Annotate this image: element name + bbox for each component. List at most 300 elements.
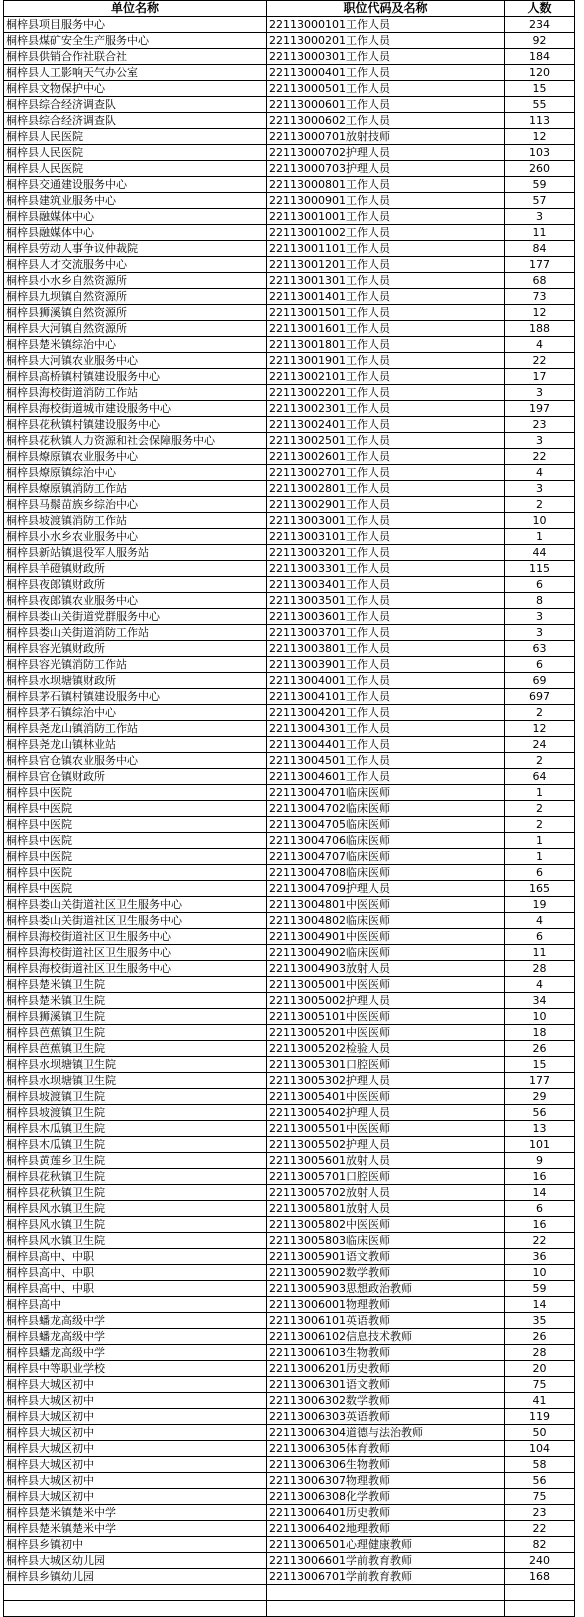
position-code-cell: 22113004701临床医师 — [267, 785, 505, 801]
headcount-cell: 3 — [505, 625, 575, 641]
position-code-cell: 22113006701学前教育教师 — [267, 1569, 505, 1585]
position-code-cell: 22113004709护理人员 — [267, 881, 505, 897]
unit-name-cell: 桐梓县楚米镇楚米中学 — [4, 1505, 267, 1521]
empty-cell — [505, 1601, 575, 1617]
headcount-cell: 23 — [505, 1505, 575, 1521]
unit-name-cell: 桐梓县夜郎镇财政所 — [4, 577, 267, 593]
headcount-cell: 168 — [505, 1569, 575, 1585]
unit-name-cell: 桐梓县风水镇卫生院 — [4, 1217, 267, 1233]
headcount-cell: 103 — [505, 145, 575, 161]
table-row — [4, 881, 575, 897]
position-code-cell: 22113000601工作人员 — [267, 97, 505, 113]
headcount-cell: 64 — [505, 769, 575, 785]
table-row — [4, 129, 575, 145]
unit-name-cell: 桐梓县小水乡自然资源所 — [4, 273, 267, 289]
headcount-cell: 260 — [505, 161, 575, 177]
table-row — [4, 65, 575, 81]
table-row — [4, 1505, 575, 1521]
headcount-cell: 2 — [505, 817, 575, 833]
table-row — [4, 753, 575, 769]
unit-name-cell: 桐梓县花秋镇卫生院 — [4, 1185, 267, 1201]
table-row — [4, 865, 575, 881]
position-code-cell: 22113005701口腔医师 — [267, 1169, 505, 1185]
table-row — [4, 705, 575, 721]
unit-name-cell: 桐梓县高中、中职 — [4, 1265, 267, 1281]
table-row — [4, 337, 575, 353]
position-code-cell: 22113004101工作人员 — [267, 689, 505, 705]
headcount-cell: 26 — [505, 1329, 575, 1345]
headcount-cell: 3 — [505, 609, 575, 625]
headcount-cell: 2 — [505, 705, 575, 721]
position-code-cell: 22113001901工作人员 — [267, 353, 505, 369]
unit-name-cell: 桐梓县芭蕉镇卫生院 — [4, 1025, 267, 1041]
position-code-cell: 22113002901工作人员 — [267, 497, 505, 513]
unit-name-cell: 桐梓县马鬃苗族乡综治中心 — [4, 497, 267, 513]
unit-name-cell: 桐梓县楚米镇卫生院 — [4, 993, 267, 1009]
headcount-cell: 19 — [505, 897, 575, 913]
unit-name-cell: 桐梓县娄山关街道党群服务中心 — [4, 609, 267, 625]
headcount-cell: 34 — [505, 993, 575, 1009]
table-row — [4, 449, 575, 465]
unit-name-cell: 桐梓县风水镇卫生院 — [4, 1201, 267, 1217]
unit-name-cell: 桐梓县羊磴镇财政所 — [4, 561, 267, 577]
unit-name-cell: 桐梓县茅石镇村镇建设服务中心 — [4, 689, 267, 705]
table-row — [4, 1521, 575, 1537]
headcount-cell: 10 — [505, 513, 575, 529]
unit-name-cell: 桐梓县狮溪镇自然资源所 — [4, 305, 267, 321]
position-code-cell: 22113005901语文教师 — [267, 1249, 505, 1265]
table-row — [4, 1425, 575, 1441]
table-row — [4, 417, 575, 433]
position-code-cell: 22113006401历史教师 — [267, 1505, 505, 1521]
unit-name-cell: 桐梓县木瓜镇卫生院 — [4, 1121, 267, 1137]
table-row — [4, 1361, 575, 1377]
unit-name-cell: 桐梓县中医院 — [4, 785, 267, 801]
position-code-cell: 22113002501工作人员 — [267, 433, 505, 449]
headcount-cell: 4 — [505, 337, 575, 353]
headcount-cell: 6 — [505, 865, 575, 881]
position-code-cell: 22113003801工作人员 — [267, 641, 505, 657]
unit-name-cell: 桐梓县夜郎镇农业服务中心 — [4, 593, 267, 609]
headcount-cell: 11 — [505, 945, 575, 961]
position-code-cell: 22113002101工作人员 — [267, 369, 505, 385]
unit-name-cell: 桐梓县花秋镇村镇建设服务中心 — [4, 417, 267, 433]
position-code-cell: 22113003401工作人员 — [267, 577, 505, 593]
table-row — [4, 1329, 575, 1345]
position-code-cell: 22113005803临床医师 — [267, 1233, 505, 1249]
unit-name-cell: 桐梓县尧龙山镇消防工作站 — [4, 721, 267, 737]
table-row — [4, 673, 575, 689]
table-row — [4, 1073, 575, 1089]
table-row — [4, 1569, 575, 1585]
unit-name-cell: 桐梓县中等职业学校 — [4, 1361, 267, 1377]
unit-name-cell: 桐梓县中医院 — [4, 881, 267, 897]
table-row — [4, 1345, 575, 1361]
unit-name-cell: 桐梓县煤矿安全生产服务中心 — [4, 33, 267, 49]
table-row — [4, 1537, 575, 1553]
unit-name-cell: 桐梓县中医院 — [4, 833, 267, 849]
unit-name-cell: 桐梓县海校街道社区卫生服务中心 — [4, 945, 267, 961]
table-row — [4, 913, 575, 929]
unit-name-cell: 桐梓县中医院 — [4, 801, 267, 817]
headcount-cell: 28 — [505, 1345, 575, 1361]
position-code-cell: 22113004201工作人员 — [267, 705, 505, 721]
headcount-cell: 188 — [505, 321, 575, 337]
position-code-cell: 22113004801中医医师 — [267, 897, 505, 913]
position-code-cell: 22113003301工作人员 — [267, 561, 505, 577]
table-row — [4, 193, 575, 209]
position-code-cell: 22113004802临床医师 — [267, 913, 505, 929]
headcount-cell: 59 — [505, 1281, 575, 1297]
unit-name-cell: 桐梓县大城区初中 — [4, 1393, 267, 1409]
position-code-cell: 22113005902数学教师 — [267, 1265, 505, 1281]
headcount-cell: 165 — [505, 881, 575, 897]
headcount-cell: 104 — [505, 1441, 575, 1457]
headcount-cell: 3 — [505, 433, 575, 449]
unit-name-cell: 桐梓县水坝塘镇财政所 — [4, 673, 267, 689]
unit-name-cell: 桐梓县大城区初中 — [4, 1409, 267, 1425]
headcount-cell: 4 — [505, 913, 575, 929]
table-row — [4, 657, 575, 673]
table-row — [4, 641, 575, 657]
position-code-cell: 22113004702临床医师 — [267, 801, 505, 817]
unit-name-cell: 桐梓县尧龙山镇林业站 — [4, 737, 267, 753]
headcount-cell: 3 — [505, 481, 575, 497]
unit-name-cell: 桐梓县木瓜镇卫生院 — [4, 1137, 267, 1153]
position-code-cell: 22113004401工作人员 — [267, 737, 505, 753]
table-row — [4, 1281, 575, 1297]
unit-name-cell: 桐梓县水坝塘镇卫生院 — [4, 1057, 267, 1073]
unit-name-cell: 桐梓县大城区初中 — [4, 1425, 267, 1441]
headcount-cell: 68 — [505, 273, 575, 289]
table-row — [4, 977, 575, 993]
position-code-cell: 22113001301工作人员 — [267, 273, 505, 289]
unit-name-cell: 桐梓县海校街道消防工作站 — [4, 385, 267, 401]
position-code-cell: 22113005101中医医师 — [267, 1009, 505, 1025]
unit-name-cell: 桐梓县大河镇自然资源所 — [4, 321, 267, 337]
table-row — [4, 1057, 575, 1073]
headcount-cell: 18 — [505, 1025, 575, 1041]
position-code-cell: 22113001801工作人员 — [267, 337, 505, 353]
table-row — [4, 17, 575, 33]
table-row — [4, 321, 575, 337]
position-code-cell: 22113000901工作人员 — [267, 193, 505, 209]
unit-name-cell: 桐梓县蟠龙高级中学 — [4, 1313, 267, 1329]
headcount-cell: 75 — [505, 1377, 575, 1393]
positions-table — [3, 0, 575, 1617]
table-row — [4, 1025, 575, 1041]
position-code-cell: 22113005402护理人员 — [267, 1105, 505, 1121]
table-row — [4, 257, 575, 273]
position-code-cell: 22113005201中医医师 — [267, 1025, 505, 1041]
table-row — [4, 1233, 575, 1249]
headcount-cell: 4 — [505, 977, 575, 993]
unit-name-cell: 桐梓县芭蕉镇卫生院 — [4, 1041, 267, 1057]
unit-name-cell: 桐梓县项目服务中心 — [4, 17, 267, 33]
position-code-cell: 22113003601工作人员 — [267, 609, 505, 625]
headcount-cell: 2 — [505, 801, 575, 817]
table-row — [4, 689, 575, 705]
unit-name-cell: 桐梓县花秋镇人力资源和社会保障服务中心 — [4, 433, 267, 449]
headcount-cell: 10 — [505, 1009, 575, 1025]
position-code-cell: 22113004708临床医师 — [267, 865, 505, 881]
headcount-cell: 3 — [505, 209, 575, 225]
headcount-cell: 9 — [505, 1153, 575, 1169]
unit-name-cell: 桐梓县风水镇卫生院 — [4, 1233, 267, 1249]
position-code-cell: 22113004601工作人员 — [267, 769, 505, 785]
position-code-cell: 22113006501心理健康教师 — [267, 1537, 505, 1553]
position-code-cell: 22113002601工作人员 — [267, 449, 505, 465]
position-code-cell: 22113006304道德与法治教师 — [267, 1425, 505, 1441]
table-row — [4, 369, 575, 385]
position-code-cell: 22113000401工作人员 — [267, 65, 505, 81]
table-row — [4, 817, 575, 833]
position-code-cell: 22113006305体育教师 — [267, 1441, 505, 1457]
headcount-cell: 16 — [505, 1217, 575, 1233]
table-row — [4, 1169, 575, 1185]
table-body — [4, 17, 575, 1617]
headcount-cell: 4 — [505, 465, 575, 481]
headcount-cell: 115 — [505, 561, 575, 577]
headcount-cell: 6 — [505, 577, 575, 593]
headcount-cell: 26 — [505, 1041, 575, 1057]
table-row — [4, 1313, 575, 1329]
position-code-cell: 22113003501工作人员 — [267, 593, 505, 609]
unit-name-cell: 桐梓县官仓镇财政所 — [4, 769, 267, 785]
headcount-cell: 14 — [505, 1297, 575, 1313]
table-row — [4, 1249, 575, 1265]
header-row — [4, 1, 575, 17]
headcount-cell: 16 — [505, 1169, 575, 1185]
headcount-cell: 28 — [505, 961, 575, 977]
table-row — [4, 1185, 575, 1201]
position-code-cell: 22113002201工作人员 — [267, 385, 505, 401]
headcount-cell: 119 — [505, 1409, 575, 1425]
unit-name-cell: 桐梓县海校街道城市建设服务中心 — [4, 401, 267, 417]
position-code-cell: 22113000801工作人员 — [267, 177, 505, 193]
position-code-cell: 22113006102信息技术教师 — [267, 1329, 505, 1345]
unit-name-cell: 桐梓县海校街道社区卫生服务中心 — [4, 961, 267, 977]
headcount-cell: 11 — [505, 225, 575, 241]
table-row — [4, 961, 575, 977]
table-row — [4, 1393, 575, 1409]
unit-name-cell: 桐梓县九坝镇自然资源所 — [4, 289, 267, 305]
table-row — [4, 161, 575, 177]
headcount-cell: 234 — [505, 17, 575, 33]
unit-name-cell: 桐梓县中医院 — [4, 849, 267, 865]
position-code-cell: 22113000101工作人员 — [267, 17, 505, 33]
position-code-cell: 22113005801放射人员 — [267, 1201, 505, 1217]
unit-name-cell: 桐梓县娄山关街道消防工作站 — [4, 625, 267, 641]
position-code-cell: 22113005001中医医师 — [267, 977, 505, 993]
position-code-cell: 22113001002工作人员 — [267, 225, 505, 241]
unit-name-cell: 桐梓县人才交流服务中心 — [4, 257, 267, 273]
position-code-cell: 22113000702护理人员 — [267, 145, 505, 161]
unit-name-cell: 桐梓县大城区幼儿园 — [4, 1553, 267, 1569]
position-code-cell: 22113006301语文教师 — [267, 1377, 505, 1393]
unit-name-cell: 桐梓县燎原镇农业服务中心 — [4, 449, 267, 465]
headcount-cell: 697 — [505, 689, 575, 705]
position-code-cell: 22113002701工作人员 — [267, 465, 505, 481]
unit-name-cell: 桐梓县燎原镇综治中心 — [4, 465, 267, 481]
position-code-cell: 22113002401工作人员 — [267, 417, 505, 433]
table-row — [4, 1105, 575, 1121]
position-code-cell: 22113005601放射人员 — [267, 1153, 505, 1169]
position-code-cell: 22113005502护理人员 — [267, 1137, 505, 1153]
headcount-cell: 14 — [505, 1185, 575, 1201]
table-row — [4, 561, 575, 577]
table-row — [4, 529, 575, 545]
table-row — [4, 1297, 575, 1313]
unit-name-cell: 桐梓县官仓镇农业服务中心 — [4, 753, 267, 769]
table-row — [4, 1265, 575, 1281]
unit-name-cell: 桐梓县花秋镇卫生院 — [4, 1169, 267, 1185]
table-row — [4, 1089, 575, 1105]
headcount-cell: 6 — [505, 1201, 575, 1217]
table-row — [4, 1121, 575, 1137]
headcount-cell: 15 — [505, 1057, 575, 1073]
table-row — [4, 1473, 575, 1489]
position-code-cell: 22113005702放射人员 — [267, 1185, 505, 1201]
headcount-cell: 75 — [505, 1489, 575, 1505]
unit-name-cell: 桐梓县楚米镇综治中心 — [4, 337, 267, 353]
position-code-cell: 22113001201工作人员 — [267, 257, 505, 273]
empty-cell — [267, 1585, 505, 1601]
empty-cell — [267, 1601, 505, 1617]
unit-name-cell: 桐梓县海校街道社区卫生服务中心 — [4, 929, 267, 945]
headcount-cell: 63 — [505, 641, 575, 657]
headcount-cell: 1 — [505, 529, 575, 545]
unit-name-cell: 桐梓县蟠龙高级中学 — [4, 1329, 267, 1345]
position-code-cell: 22113003101工作人员 — [267, 529, 505, 545]
table-row — [4, 241, 575, 257]
unit-name-cell: 桐梓县人民医院 — [4, 145, 267, 161]
table-row — [4, 945, 575, 961]
headcount-cell: 73 — [505, 289, 575, 305]
position-code-cell: 22113003201工作人员 — [267, 545, 505, 561]
headcount-cell: 120 — [505, 65, 575, 81]
table-row — [4, 465, 575, 481]
table-row — [4, 497, 575, 513]
position-code-cell: 22113003701工作人员 — [267, 625, 505, 641]
position-code-cell: 22113004707临床医师 — [267, 849, 505, 865]
position-code-cell: 22113003901工作人员 — [267, 657, 505, 673]
table-row — [4, 993, 575, 1009]
table-row — [4, 1553, 575, 1569]
table-row — [4, 33, 575, 49]
unit-name-cell: 桐梓县建筑业服务中心 — [4, 193, 267, 209]
headcount-cell: 57 — [505, 193, 575, 209]
position-code-cell: 22113001101工作人员 — [267, 241, 505, 257]
position-code-cell: 22113001401工作人员 — [267, 289, 505, 305]
position-code-cell: 22113001601工作人员 — [267, 321, 505, 337]
unit-name-cell: 桐梓县高桥镇村镇建设服务中心 — [4, 369, 267, 385]
position-code-cell: 22113004001工作人员 — [267, 673, 505, 689]
table-row — [4, 49, 575, 65]
position-code-cell: 22113000701放射技师 — [267, 129, 505, 145]
headcount-cell: 13 — [505, 1121, 575, 1137]
headcount-cell: 35 — [505, 1313, 575, 1329]
header-unit: 单位名称 — [4, 1, 267, 17]
unit-name-cell: 桐梓县大城区初中 — [4, 1457, 267, 1473]
table-row — [4, 609, 575, 625]
headcount-cell: 1 — [505, 833, 575, 849]
table-row — [4, 305, 575, 321]
table-row — [4, 897, 575, 913]
headcount-cell: 84 — [505, 241, 575, 257]
headcount-cell: 20 — [505, 1361, 575, 1377]
unit-name-cell: 桐梓县水坝塘镇卫生院 — [4, 1073, 267, 1089]
table-row — [4, 289, 575, 305]
unit-name-cell: 桐梓县茅石镇综治中心 — [4, 705, 267, 721]
unit-name-cell: 桐梓县小水乡农业服务中心 — [4, 529, 267, 545]
table-row — [4, 545, 575, 561]
position-code-cell: 22113006303英语教师 — [267, 1409, 505, 1425]
table-row — [4, 209, 575, 225]
headcount-cell: 36 — [505, 1249, 575, 1265]
table-row — [4, 1041, 575, 1057]
table-row — [4, 513, 575, 529]
table-row — [4, 833, 575, 849]
empty-row — [4, 1585, 575, 1601]
position-code-cell: 22113004902临床医师 — [267, 945, 505, 961]
unit-name-cell: 桐梓县融媒体中心 — [4, 209, 267, 225]
headcount-cell: 184 — [505, 49, 575, 65]
headcount-cell: 240 — [505, 1553, 575, 1569]
table-row — [4, 81, 575, 97]
position-code-cell: 22113003001工作人员 — [267, 513, 505, 529]
headcount-cell: 22 — [505, 353, 575, 369]
position-code-cell: 22113005202检验人员 — [267, 1041, 505, 1057]
table-row — [4, 769, 575, 785]
unit-name-cell: 桐梓县综合经济调查队 — [4, 113, 267, 129]
headcount-cell: 12 — [505, 129, 575, 145]
unit-name-cell: 桐梓县燎原镇消防工作站 — [4, 481, 267, 497]
position-code-cell: 22113000703护理人员 — [267, 161, 505, 177]
unit-name-cell: 桐梓县容光镇消防工作站 — [4, 657, 267, 673]
position-code-cell: 22113000201工作人员 — [267, 33, 505, 49]
position-code-cell: 22113006306生物教师 — [267, 1457, 505, 1473]
headcount-cell: 3 — [505, 385, 575, 401]
position-code-cell: 22113005002护理人员 — [267, 993, 505, 1009]
header-count: 人数 — [505, 1, 575, 17]
position-code-cell: 22113006601学前教育教师 — [267, 1553, 505, 1569]
unit-name-cell: 桐梓县中医院 — [4, 865, 267, 881]
unit-name-cell: 桐梓县人民医院 — [4, 129, 267, 145]
unit-name-cell: 桐梓县乡镇初中 — [4, 1537, 267, 1553]
unit-name-cell: 桐梓县黄莲乡卫生院 — [4, 1153, 267, 1169]
unit-name-cell: 桐梓县狮溪镇卫生院 — [4, 1009, 267, 1025]
unit-name-cell: 桐梓县坡渡镇卫生院 — [4, 1089, 267, 1105]
table-row — [4, 737, 575, 753]
headcount-cell: 55 — [505, 97, 575, 113]
unit-name-cell: 桐梓县劳动人事争议仲裁院 — [4, 241, 267, 257]
position-code-cell: 22113005802中医医师 — [267, 1217, 505, 1233]
headcount-cell: 12 — [505, 721, 575, 737]
header-code: 职位代码及名称 — [267, 1, 505, 17]
headcount-cell: 12 — [505, 305, 575, 321]
position-code-cell: 22113006308化学教师 — [267, 1489, 505, 1505]
table-row — [4, 1009, 575, 1025]
table-row — [4, 1377, 575, 1393]
position-code-cell: 22113006103生物教师 — [267, 1345, 505, 1361]
table-row — [4, 225, 575, 241]
position-code-cell: 22113004901中医医师 — [267, 929, 505, 945]
unit-name-cell: 桐梓县大城区初中 — [4, 1473, 267, 1489]
headcount-cell: 58 — [505, 1457, 575, 1473]
position-code-cell: 22113001001工作人员 — [267, 209, 505, 225]
table-row — [4, 1457, 575, 1473]
